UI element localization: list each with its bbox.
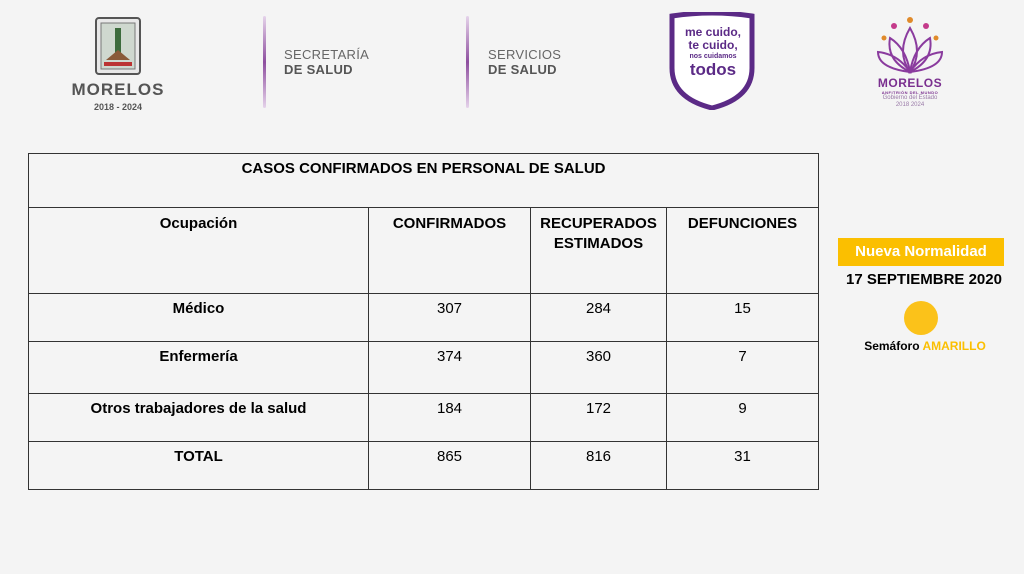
morelos-name: MORELOS	[71, 80, 165, 99]
divider-line	[263, 16, 266, 108]
cell-recuperados: 284	[531, 294, 667, 342]
cell-ocupacion: TOTAL	[29, 442, 369, 490]
column-header-ocupacion: Ocupación	[29, 208, 369, 294]
secretaria-line2: DE SALUD	[284, 62, 353, 77]
cell-ocupacion: Otros trabajadores de la salud	[29, 394, 369, 442]
divider-line	[466, 16, 469, 108]
secretaria-line1: SECRETARÍA	[284, 47, 370, 62]
traffic-light-dot-icon	[904, 301, 938, 335]
table-row	[29, 394, 819, 442]
morelos-right-gov: Gobierno del Estado	[882, 95, 938, 101]
semaforo-label: Semáforo	[864, 339, 920, 353]
table-row-total	[29, 442, 819, 490]
column-header-defunciones: DEFUNCIONES	[667, 208, 819, 294]
cell-recuperados: 816	[531, 442, 667, 490]
secretaria-de-salud-logo	[284, 47, 369, 77]
column-header-confirmados: CONFIRMADOS	[369, 208, 531, 294]
phase-banner: Nueva Normalidad	[838, 238, 1004, 266]
cell-defunciones: 31	[667, 442, 819, 490]
servicios-line2: DE SALUD	[488, 62, 557, 77]
cell-confirmados: 184	[369, 394, 531, 442]
cell-confirmados: 307	[369, 294, 531, 342]
cases-table	[28, 153, 819, 490]
table-row	[29, 294, 819, 342]
morelos-state-logo	[64, 80, 172, 112]
campaign-slogan	[676, 26, 750, 79]
morelos-years: 2018 - 2024	[93, 102, 143, 112]
table-caption: CASOS CONFIRMADOS EN PERSONAL DE SALUD	[29, 154, 819, 208]
morelos-anfitrion-logo	[862, 76, 958, 109]
cell-recuperados: 360	[531, 342, 667, 394]
morelos-right-name: MORELOS	[877, 76, 943, 90]
slogan-line4: todos	[689, 60, 737, 79]
servicios-de-salud-logo	[488, 47, 561, 77]
table-row	[29, 342, 819, 394]
cell-defunciones: 7	[667, 342, 819, 394]
slogan-line1: me cuido,	[684, 25, 741, 39]
cell-ocupacion: Médico	[29, 294, 369, 342]
cell-recuperados: 172	[531, 394, 667, 442]
semaforo-status	[840, 339, 1010, 353]
cell-defunciones: 15	[667, 294, 819, 342]
morelos-right-tagline: ANFITRIÓN DEL MUNDO	[881, 90, 939, 95]
slogan-line3: nos cuidamos	[689, 53, 737, 60]
lotus-flower-icon	[876, 12, 944, 76]
cell-confirmados: 374	[369, 342, 531, 394]
cell-confirmados: 865	[369, 442, 531, 490]
slogan-line2: te cuido,	[688, 38, 738, 52]
cell-ocupacion: Enfermería	[29, 342, 369, 394]
column-header-recuperados: RECUPERADOS ESTIMADOS	[531, 208, 667, 294]
report-date: 17 SEPTIEMBRE 2020	[846, 271, 1002, 288]
cell-defunciones: 9	[667, 394, 819, 442]
morelos-right-years: 2018 2024	[895, 102, 925, 108]
semaforo-color: AMARILLO	[922, 339, 986, 353]
morelos-coat-of-arms-icon	[94, 16, 142, 76]
servicios-line1: SERVICIOS	[488, 47, 562, 62]
